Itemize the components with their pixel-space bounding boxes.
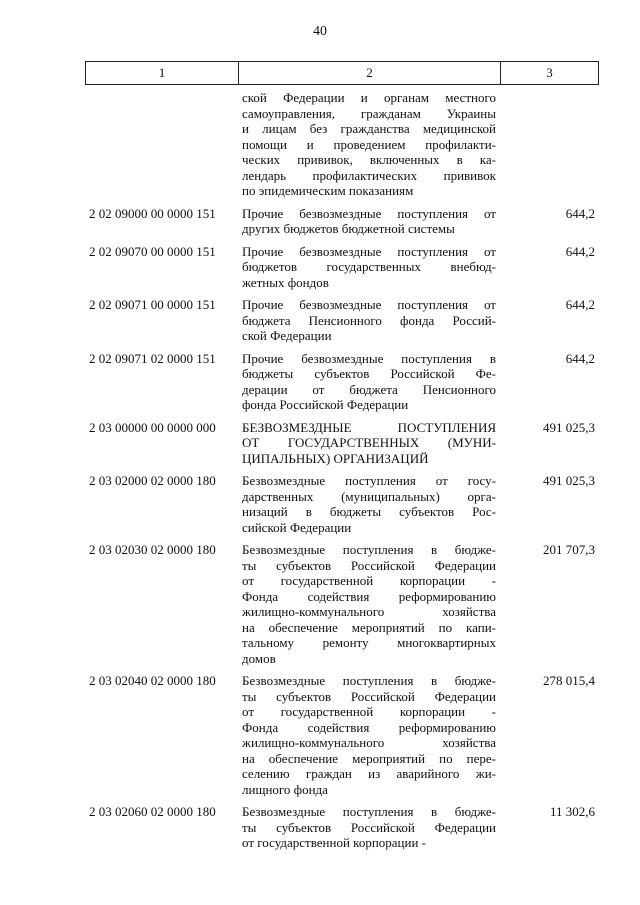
row-name-line: домов — [242, 650, 276, 666]
row-name-line: ты субъектов Российской Федерации — [242, 819, 496, 835]
row-name-line: ческих прививок, включенных в ка- — [242, 152, 496, 167]
row-code: 2 03 00000 00 0000 000 — [89, 419, 216, 435]
row-name-line: от государственной корпорации - — [242, 835, 426, 850]
row-name-line: Безвозмездные поступления в бюдже- — [242, 542, 496, 557]
header-col-code: 1 — [86, 62, 239, 84]
table-row — [85, 297, 599, 344]
row-name-line: дарственных (муниципальных) орга- — [242, 488, 496, 504]
row-name-line: на обеспечение мероприятий по капи- — [242, 619, 496, 635]
row-code: 2 03 02060 02 0000 180 — [89, 804, 216, 819]
table-header — [85, 61, 599, 85]
row-amount: 644,2 — [565, 243, 595, 259]
row-name-line: сийской Федерации — [242, 519, 352, 535]
row-code: 2 03 02040 02 0000 180 — [89, 673, 216, 688]
row-code: 2 03 02000 02 0000 180 — [89, 473, 216, 488]
table-row — [85, 473, 599, 535]
table-body — [85, 90, 599, 858]
row-name — [242, 90, 496, 199]
table-row — [85, 244, 599, 291]
row-name-line: помощи и проведением профилакти- — [242, 136, 496, 152]
row-code: 2 02 09070 00 0000 151 — [89, 243, 216, 259]
row-name-line: бюджетов государственных внебюд- — [242, 259, 496, 274]
row-name-line: лищного фонда — [242, 781, 328, 797]
row-name — [242, 351, 496, 413]
row-name-line: по эпидемическим показаниям — [242, 183, 414, 198]
row-name-line: ты субъектов Российской Федерации — [242, 688, 496, 704]
row-name-line: Безвозмездные поступления в бюдже- — [242, 673, 496, 688]
row-name-line: низаций в бюджеты субъектов Рос- — [242, 504, 496, 519]
row-name-line: самоуправления, гражданам Украины — [242, 105, 496, 121]
row-name-line: Безвозмездные поступления в бюдже- — [242, 804, 496, 819]
table-row — [85, 804, 599, 851]
row-amount: 644,2 — [565, 350, 595, 366]
row-name-line: тальному ремонту многоквартирных — [242, 635, 496, 650]
row-name — [242, 673, 496, 797]
row-name-line: БЕЗВОЗМЕЗДНЫЕ ПОСТУПЛЕНИЯ — [242, 419, 496, 435]
row-name-line: лендарь профилактических прививок — [242, 167, 496, 183]
row-name-line: ты субъектов Российской Федерации — [242, 557, 496, 573]
row-code — [85, 90, 238, 199]
row-name-line: ЦИПАЛЬНЫХ) ОРГАНИЗАЦИЙ — [242, 450, 429, 466]
row-amount: 644,2 — [565, 205, 595, 221]
row-amount — [502, 90, 599, 199]
row-amount: 11 302,6 — [549, 804, 595, 819]
row-name-line: дерации от бюджета Пенсионного — [242, 381, 496, 397]
header-col-name: 2 — [239, 62, 501, 84]
row-name-line: жилищно-коммунального хозяйства — [242, 604, 496, 619]
row-name-line: других бюджетов бюджетной системы — [242, 221, 455, 236]
row-amount: 278 015,4 — [543, 673, 595, 688]
row-name-line: фонда Российской Федерации — [242, 397, 409, 412]
table-row — [85, 542, 599, 666]
row-amount: 644,2 — [565, 297, 595, 312]
table-row — [85, 90, 599, 199]
header-col-amount: 3 — [546, 65, 553, 80]
row-name — [242, 420, 496, 467]
page-number: 40 — [313, 24, 327, 39]
row-name-line: Прочие безвозмездные поступления в — [242, 350, 496, 366]
row-name-line: жетных фондов — [242, 274, 329, 290]
row-name — [242, 473, 496, 535]
row-name — [242, 542, 496, 666]
row-amount: 491 025,3 — [543, 473, 595, 488]
row-amount: 491 025,3 — [543, 419, 595, 435]
row-name-line: на обеспечение мероприятий по пере- — [242, 750, 496, 766]
row-code: 2 03 02030 02 0000 180 — [89, 542, 216, 557]
row-amount: 201 707,3 — [543, 542, 595, 557]
row-name-line: и лицам без гражданства медицинской — [242, 121, 496, 136]
row-name-line: бюджета Пенсионного фонда Россий- — [242, 312, 496, 328]
row-code: 2 02 09000 00 0000 151 — [89, 205, 216, 221]
row-name-line: ской Федерации — [242, 328, 332, 343]
table-row — [85, 351, 599, 413]
row-name-line: селению граждан из аварийного жи- — [242, 766, 496, 781]
table-row — [85, 206, 599, 237]
row-name — [242, 206, 496, 237]
row-name-line: ской Федерации и органам местного — [242, 90, 496, 105]
row-name — [242, 244, 496, 291]
table-row — [85, 420, 599, 467]
row-name-line: Прочие безвозмездные поступления от — [242, 243, 496, 259]
row-name-line: от государственной корпорации - — [242, 573, 496, 588]
row-name-line: Фонда содействия реформированию — [242, 588, 496, 604]
row-name-line: Прочие безвозмездные поступления от — [242, 205, 496, 221]
table-row — [85, 673, 599, 797]
row-code: 2 02 09071 02 0000 151 — [89, 350, 216, 366]
row-name-line: жилищно-коммунального хозяйства — [242, 735, 496, 750]
row-name — [242, 297, 496, 344]
row-name-line: Безвозмездные поступления от госу- — [242, 473, 496, 488]
row-code: 2 02 09071 00 0000 151 — [89, 297, 216, 312]
row-name-line: бюджеты субъектов Российской Фе- — [242, 366, 496, 381]
row-name-line: Фонда содействия реформированию — [242, 719, 496, 735]
row-name-line: от государственной корпорации - — [242, 704, 496, 719]
row-name — [242, 804, 496, 851]
row-name-line: Прочие безвозмездные поступления от — [242, 297, 496, 312]
row-name-line: ОТ ГОСУДАРСТВЕННЫХ (МУНИ- — [242, 435, 496, 450]
